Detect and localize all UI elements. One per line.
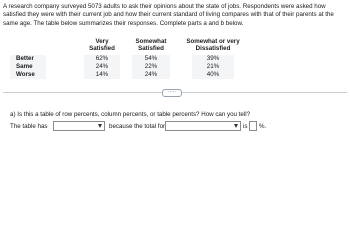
column-somewhat-satisfied bbox=[132, 55, 170, 79]
table-cell: 21% bbox=[206, 63, 220, 70]
percent-input[interactable] bbox=[249, 121, 257, 131]
column-header-very-satisfied: Very Satisfied bbox=[89, 38, 115, 53]
answer-lead-text: The table has bbox=[10, 123, 48, 130]
column-header-dissatisfied: Somewhat or very Dissatisfied bbox=[186, 38, 240, 53]
table-cell: 39% bbox=[206, 55, 220, 62]
chevron-down-icon bbox=[98, 124, 102, 128]
row-label-worse: Worse bbox=[16, 71, 35, 78]
column-dissatisfied bbox=[192, 55, 234, 79]
table-cell: 22% bbox=[144, 63, 158, 70]
row-labels-panel bbox=[10, 55, 46, 79]
expand-more-button[interactable]: ····· bbox=[162, 89, 182, 97]
total-group-dropdown[interactable] bbox=[165, 121, 241, 131]
problem-statement: A research company surveyed 5073 adults to ask their opinions about the state of jobs. Respondents were asked how satisfied they were with their current job and how their current standard of living compares with that of their parents at the same age. The table below summarizes their responses. Complete parts a and b below. bbox=[3, 3, 334, 27]
table-cell: 62% bbox=[95, 55, 109, 62]
percent-type-dropdown[interactable] bbox=[53, 121, 105, 131]
table-cell: 54% bbox=[144, 55, 158, 62]
table-cell: 24% bbox=[95, 63, 109, 70]
table-cell: 24% bbox=[144, 71, 158, 78]
chevron-down-icon bbox=[234, 124, 238, 128]
row-label-same: Same bbox=[16, 63, 33, 70]
part-a-question: a) Is this a table of row percents, column percents, or table percents? How can you tell? bbox=[10, 111, 251, 118]
survey-table bbox=[10, 36, 300, 84]
answer-is-text: is bbox=[243, 123, 248, 130]
table-cell: 14% bbox=[95, 71, 109, 78]
table-cell: 40% bbox=[206, 71, 220, 78]
column-very-satisfied bbox=[84, 55, 120, 79]
answer-middle-text: because the total for bbox=[109, 123, 166, 130]
percent-sign: %. bbox=[259, 123, 267, 130]
row-label-better: Better bbox=[16, 55, 34, 62]
column-header-somewhat-satisfied: Somewhat Satisfied bbox=[135, 38, 167, 53]
